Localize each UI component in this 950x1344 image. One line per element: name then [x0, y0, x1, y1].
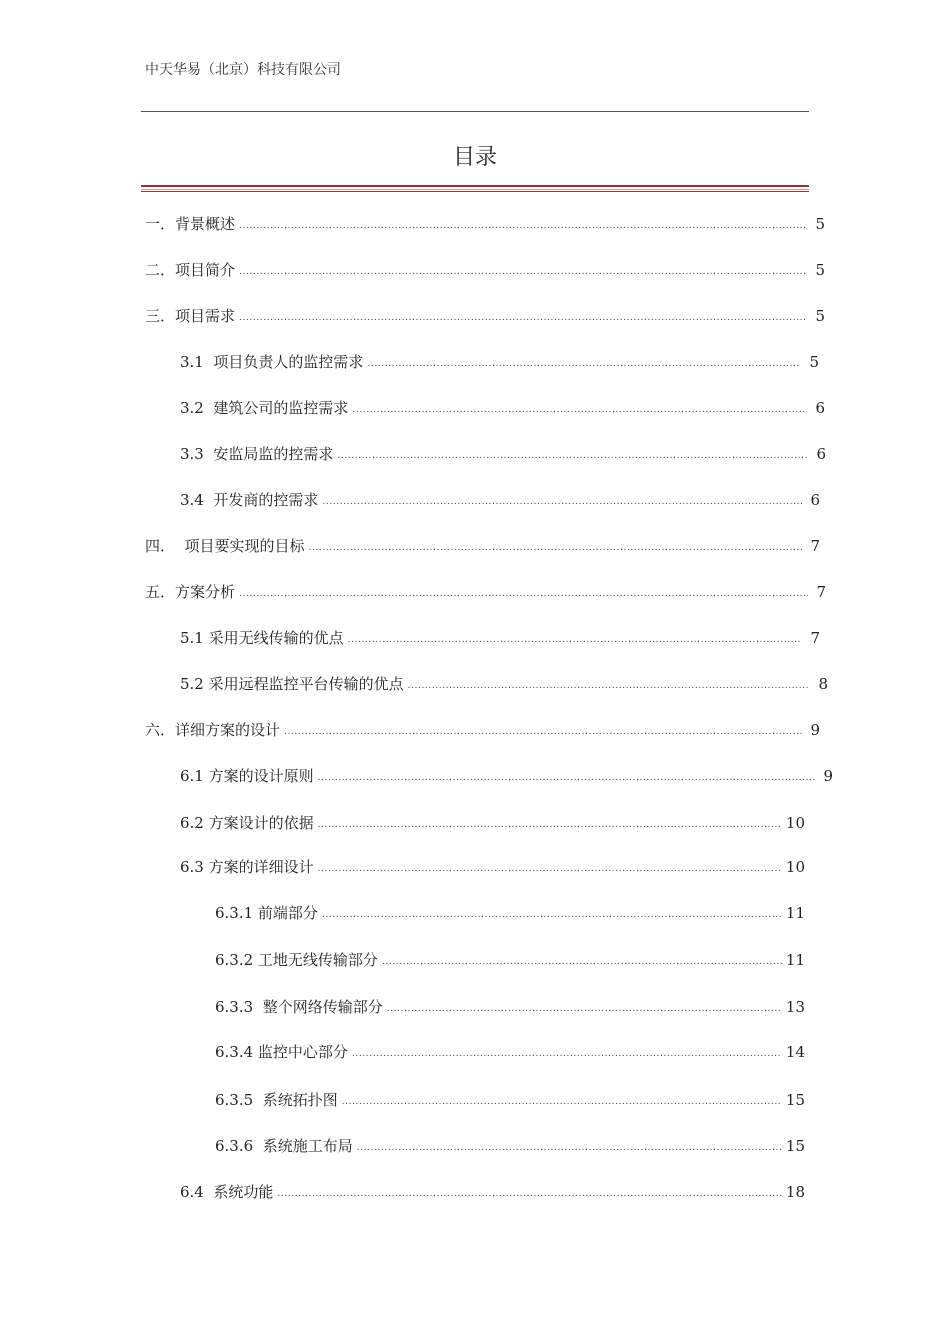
toc-title: 目录	[452, 145, 497, 170]
toc-entry-page: 6	[810, 491, 820, 509]
toc-entry-label: 6.1 方案的设计原则	[180, 767, 314, 785]
toc-entry[interactable]	[145, 259, 825, 281]
toc-entry-page: 6	[815, 399, 825, 417]
dot-leader	[239, 215, 807, 237]
toc-entry-page: 8	[818, 675, 828, 693]
dot-leader	[387, 998, 782, 1020]
toc-entry-label: 五．方案分析	[145, 583, 236, 601]
dot-leader	[357, 1137, 782, 1159]
toc-entry-label: 5.1 采用无线传输的优点	[180, 629, 344, 647]
dot-leader	[337, 445, 808, 467]
toc-entry-label: 3.1 项目负责人的监控需求	[180, 353, 364, 371]
toc-entry[interactable]	[180, 812, 805, 834]
dot-leader	[322, 491, 802, 513]
toc-entry-page: 18	[785, 1183, 805, 1201]
toc-entry-page: 7	[810, 629, 820, 647]
dot-leader	[277, 1183, 782, 1205]
toc-entry-label: 二．项目简介	[145, 261, 236, 279]
toc-entry[interactable]	[145, 535, 820, 557]
toc-entry-page: 7	[810, 537, 820, 555]
toc-entry-page: 9	[810, 721, 820, 739]
toc-entry-label: 3.3 安监局监的控需求	[180, 445, 334, 463]
dot-leader	[408, 675, 810, 697]
toc-entry[interactable]	[180, 673, 828, 695]
toc-entry[interactable]	[215, 1135, 805, 1157]
dot-leader	[318, 858, 782, 880]
toc-entry-page: 5	[809, 353, 819, 371]
toc-entry[interactable]	[180, 1181, 805, 1203]
toc-entry-page: 11	[785, 951, 805, 969]
toc-entry[interactable]	[145, 213, 825, 235]
toc-entry[interactable]	[180, 627, 820, 649]
toc-entry-page: 6	[816, 445, 826, 463]
toc-entry-page: 5	[815, 261, 825, 279]
toc-entry[interactable]	[215, 996, 805, 1018]
toc-entry-label: 6.2 方案设计的依据	[180, 814, 314, 832]
toc-entry-page: 10	[785, 858, 805, 876]
toc-entry-page: 5	[815, 307, 825, 325]
header-company-name: 中天华易（北京）科技有限公司	[145, 62, 341, 78]
dot-leader	[318, 814, 782, 836]
toc-entry-page: 15	[785, 1137, 805, 1155]
toc-entry-label: 6.3.3 整个网络传输部分	[215, 998, 383, 1016]
toc-entry[interactable]	[145, 581, 826, 603]
toc-entry-label: 6.3.1 前端部分	[215, 904, 318, 922]
dot-leader	[352, 399, 807, 421]
toc-entry[interactable]	[180, 765, 833, 787]
toc-entry-page: 10	[785, 814, 805, 832]
dot-leader	[348, 629, 802, 651]
toc-entry-label: 6.4 系统功能	[180, 1183, 274, 1201]
toc-entry[interactable]	[215, 1089, 805, 1111]
toc-entry[interactable]	[180, 443, 826, 465]
toc-entry-label: 6.3 方案的详细设计	[180, 858, 314, 876]
toc-entry[interactable]	[145, 719, 820, 741]
toc-entry-label: 6.3.2 工地无线传输部分	[215, 951, 378, 969]
dot-leader	[309, 537, 802, 559]
toc-entry-page: 5	[815, 215, 825, 233]
toc-entry-page: 13	[785, 998, 805, 1016]
toc-entry-label: 6.3.5 系统拓扑图	[215, 1091, 338, 1109]
toc-entry[interactable]	[215, 949, 805, 971]
toc-entry-label: 3.4 开发商的控需求	[180, 491, 319, 509]
dot-leader	[342, 1091, 782, 1113]
toc-entry-label: 5.2 采用远程监控平台传输的优点	[180, 675, 404, 693]
toc-entry-page: 15	[785, 1091, 805, 1109]
toc-entry-label: 四． 项目要实现的目标	[145, 537, 305, 555]
dot-leader	[318, 767, 815, 789]
dot-leader	[239, 307, 807, 329]
toc-entry[interactable]	[180, 351, 819, 373]
toc-entry-label: 六．详细方案的设计	[145, 721, 281, 739]
toc-entry-label: 6.3.6 系统施工布局	[215, 1137, 353, 1155]
toc-entry-label: 一．背景概述	[145, 215, 236, 233]
toc-entry[interactable]	[215, 1041, 805, 1063]
dot-leader	[239, 583, 808, 605]
toc-entry[interactable]	[180, 489, 820, 511]
toc-entry-label: 三．项目需求	[145, 307, 236, 325]
dot-leader	[284, 721, 802, 743]
dot-leader	[322, 904, 782, 926]
toc-entry[interactable]	[215, 902, 805, 924]
dot-leader	[352, 1043, 782, 1065]
toc-entry-label: 6.3.4 监控中心部分	[215, 1043, 348, 1061]
dot-leader	[382, 951, 782, 973]
toc-entry[interactable]	[180, 856, 805, 878]
toc-entry[interactable]	[180, 397, 825, 419]
toc-entry-page: 14	[785, 1043, 805, 1061]
toc-entry-page: 11	[785, 904, 805, 922]
toc-entry-page: 9	[823, 767, 833, 785]
dot-leader	[367, 353, 801, 375]
dot-leader	[239, 261, 807, 283]
toc-entry-label: 3.2 建筑公司的监控需求	[180, 399, 349, 417]
toc-entry-page: 7	[816, 583, 826, 601]
toc-entry[interactable]	[145, 305, 825, 327]
